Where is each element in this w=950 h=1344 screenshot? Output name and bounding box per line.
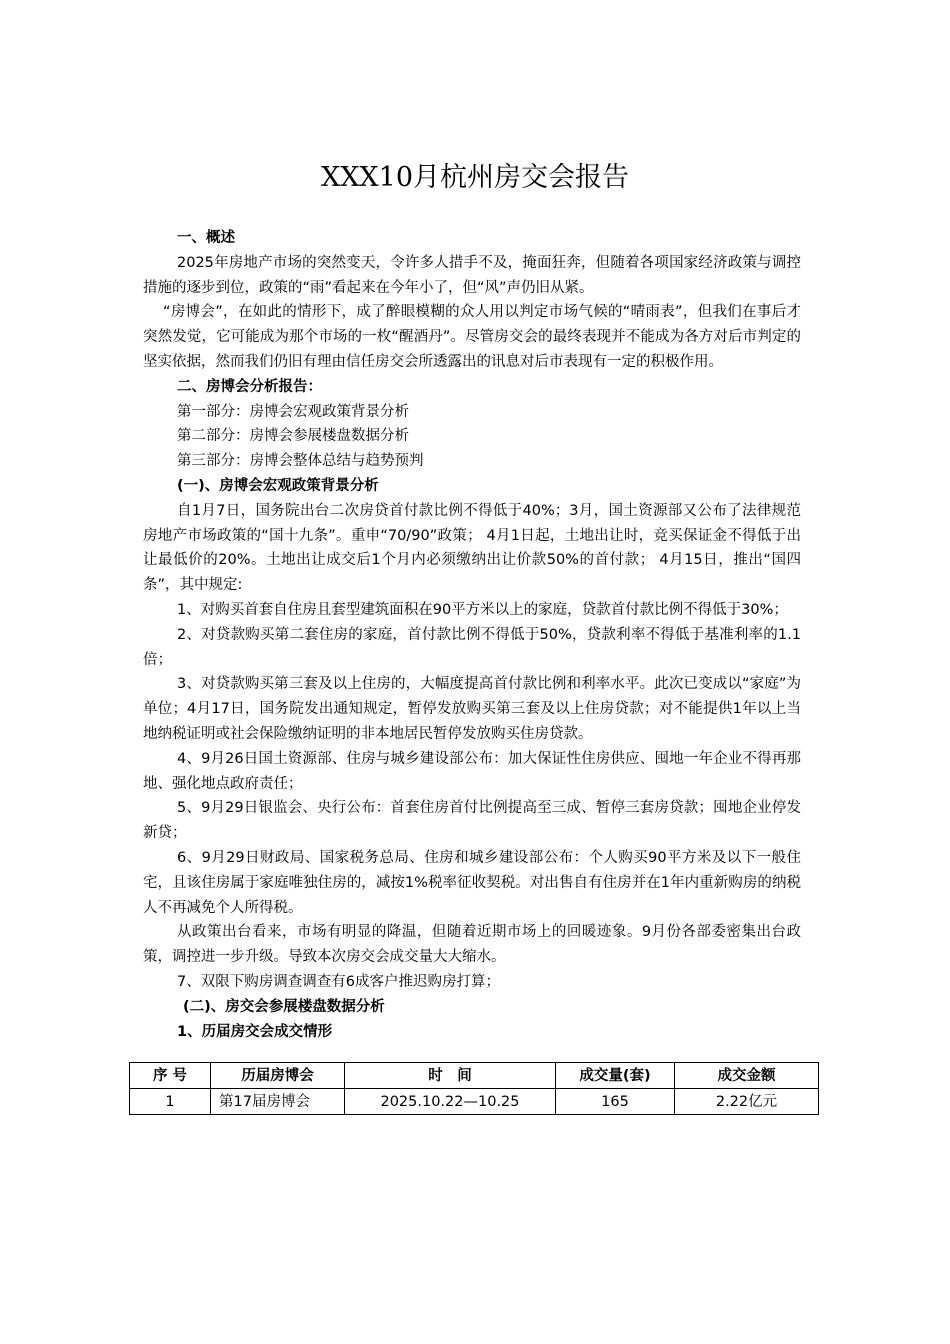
subsection1-heading: (一)、房博会宏观政策背景分析 — [177, 477, 379, 494]
document-body — [143, 226, 801, 1115]
table-header-cell: 成交量(套) — [556, 1063, 675, 1089]
section1-heading: 一、概述 — [177, 230, 235, 246]
table-row — [130, 1089, 819, 1115]
table-cell: 1 — [130, 1089, 211, 1115]
policy-item: 7、双限下购房调查调查有6成客户推迟购房打算； — [177, 973, 500, 990]
overview-paragraph-1: 2025年房地产市场的突然变天，令许多人措手不及，掩面狂奔，但随着各项国家经济政策与调控措施的逐步到位，政策的“雨”看起来在今年小了，但“风”声仍旧从紧。 — [143, 254, 801, 296]
table-header-cell: 历届房博会 — [211, 1063, 345, 1089]
table-cell: 2025.10.22—10.25 — [345, 1089, 556, 1115]
part-item: 第一部分：房博会宏观政策背景分析 — [177, 403, 409, 420]
table-cell: 2.22亿元 — [675, 1089, 819, 1115]
policy-item: 1、对购买首套自住房且套型建筑面积在90平方米以上的家庭，贷款首付款比例不得低于30%； — [177, 601, 788, 618]
policy-item: 4、9月26日国土资源部、住房与城乡建设部公布：加大保证性住房供应、囤地一年企业不得再那地、强化地点政府责任； — [143, 750, 801, 792]
table-cell: 165 — [556, 1089, 675, 1115]
table-cell: 第17届房博会 — [211, 1089, 345, 1115]
policy-summary-paragraph: 从政策出台看来，市场有明显的降温，但随着近期市场上的回暖迹象。9月份各部委密集出台政策，调控进一步升级。导致本次房交会成交量大大缩水。 — [143, 924, 801, 966]
document-title: XXX10月杭州房交会报告 — [320, 162, 630, 193]
table-header-cell: 成交金额 — [675, 1063, 819, 1089]
part-item: 第二部分：房博会参展楼盘数据分析 — [177, 428, 409, 445]
policy-item: 3、对贷款购买第三套及以上住房的，大幅度提高首付款比例和利率水平。此次已变成以“家庭”为单位；4月17日，国务院发出通知规定，暂停发放购买第三套及以上住房贷款；对不能提供1年以上当地纳税证明或社会保险缴纳证明的非本地居民暂停发放购买住房贷款。 — [143, 676, 801, 742]
subsection2-heading: (二)、房交会参展楼盘数据分析 — [183, 998, 385, 1015]
overview-paragraph-2: “房博会”，在如此的情形下，成了醉眼模糊的众人用以判定市场气候的“晴雨表”，但我们在事后才突然发觉，它可能成为那个市场的一枚“醒酒丹”。尽管房交会的最终表现并不能成为各方对后市判定的坚实依据，然而我们仍旧有理由信任房交会所透露出的讯息对后市表现有一定的积极作用。 — [143, 304, 801, 370]
subsection2-subheading: 1、历届房交会成交情形 — [177, 1023, 333, 1040]
table-header-row — [130, 1063, 819, 1089]
policy-item: 6、9月29日财政局、国家税务总局、住房和城乡建设部公布：个人购买90平方米及以下一般住宅，且该住房属于家庭唯独住房的，减按1%税率征收契税。对出售自有住房并在1年内重新购房的纳税人不再减免个人所得税。 — [143, 849, 801, 916]
fair-history-table — [129, 1062, 819, 1115]
policy-item: 2、对贷款购买第二套住房的家庭，首付款比例不得低于50%，贷款利率不得低于基准利率的1.1倍； — [143, 626, 801, 668]
policy-item: 5、9月29日银监会、央行公布：首套住房首付比例提高至三成、暂停三套房贷款；囤地企业停发新贷； — [143, 800, 801, 842]
table-header-cell: 序 号 — [130, 1063, 211, 1089]
table-header-cell: 时 间 — [345, 1063, 556, 1089]
part-item: 第三部分：房博会整体总结与趋势预判 — [177, 453, 424, 470]
policy-paragraph: 自1月7日，国务院出台二次房贷首付款比例不得低于40%；3月，国土资源部又公布了法律规范房地产市场政策的“国十九条”。重申“70/90”政策； 4月1日起，土地出让时，竞买保证金不得低于出让最低价的20%。土地出让成交后1个月内必须缴纳出让价款50%的首付款； 4月15日，推出“国四条”，其中规定: — [143, 502, 801, 594]
section2-heading: 二、房博会分析报告： — [177, 378, 322, 395]
